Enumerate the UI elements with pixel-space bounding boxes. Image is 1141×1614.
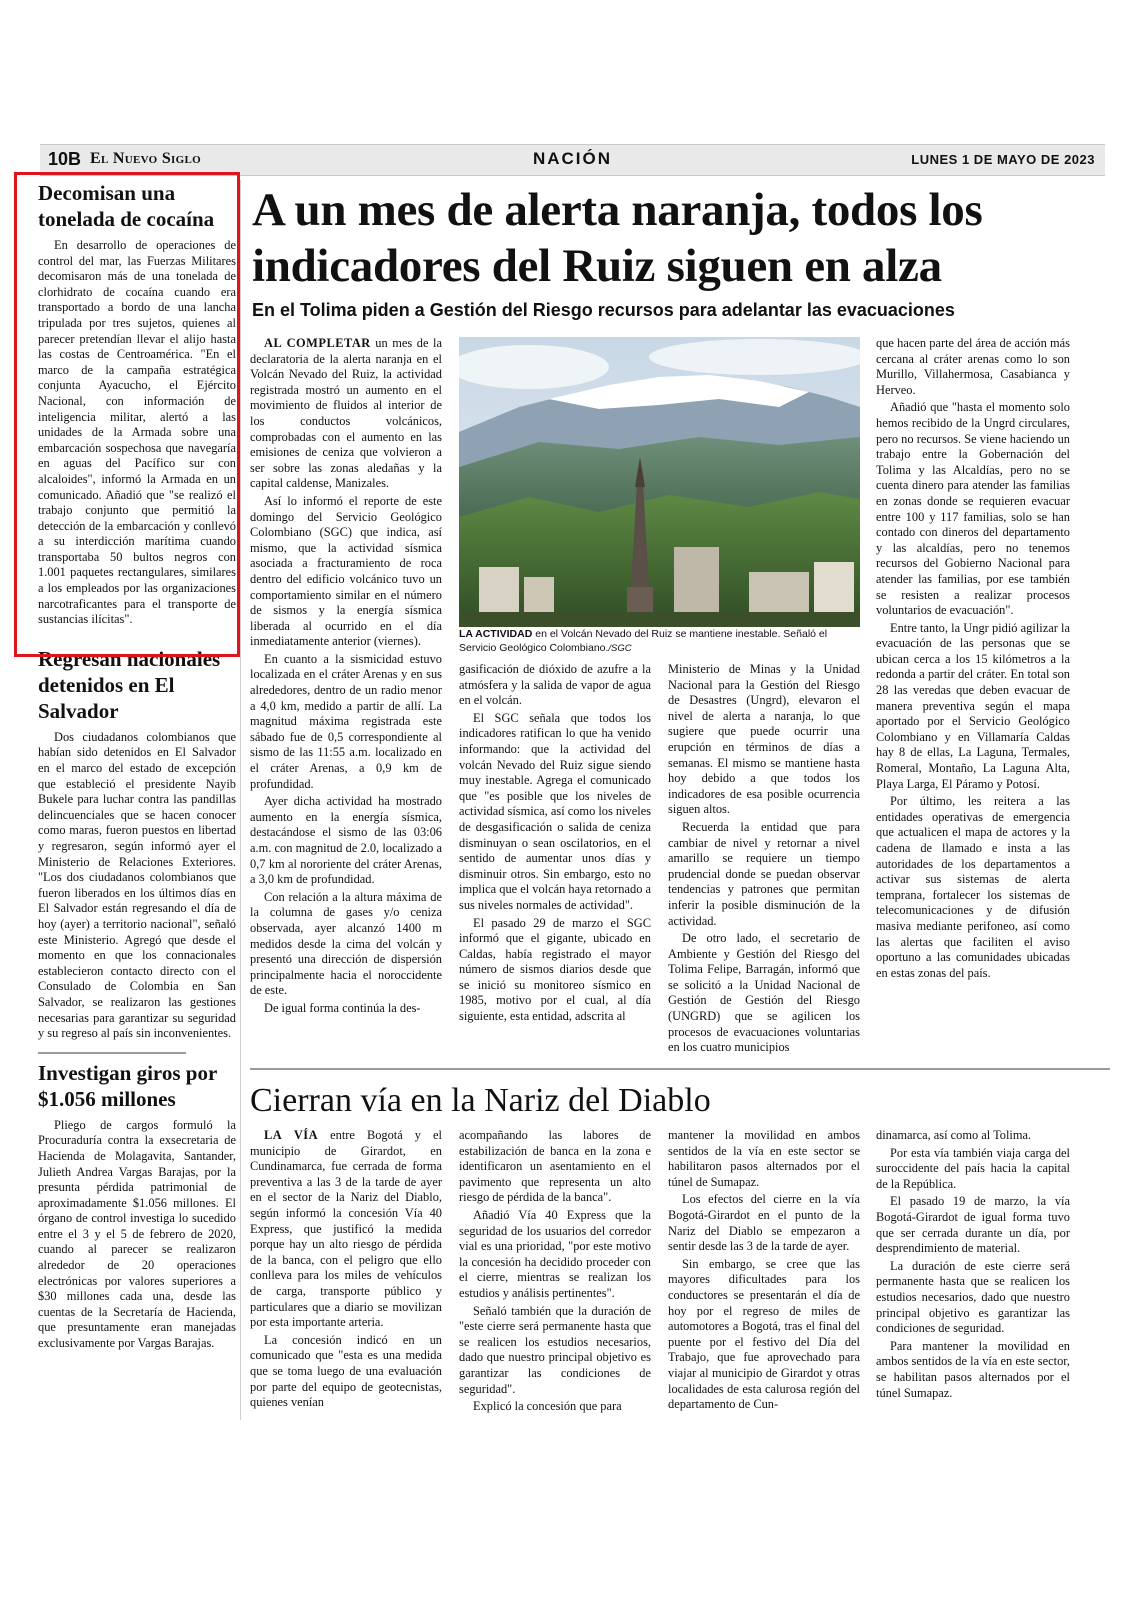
paragraph: Ministerio de Minas y la Unidad Nacional para la Gestión del Riesgo de Desastres (Ungrd), elevaron el nivel de alerta a naranja, lo que sugiere que puede ocurrir una erupción en términos de días a semanas. El mismo se mantiene hasta hoy debido a que todos los indicadores de esa posible ocurrencia siguen altos. xyxy=(668,662,860,817)
paragraph: Recuerda la entidad que para cambiar de nivel y retornar a nivel amarillo se requiere un tiempo prudencial donde se puedan observar tendencias y patrones que permitan inferir la posible disminución de la actividad. xyxy=(668,819,860,928)
brief-title: Investigan giros por $1.056 millones xyxy=(38,1060,217,1111)
paragraph: Los efectos del cierre en la vía Bogotá-Girardot en el punto de la Nariz del Diablo se empezaron a sentir desde las 3 de la tarde de ayer. xyxy=(668,1192,860,1254)
paragraph: Señaló también que la duración de "este cierre será permanente hasta que se realicen los estudios necesarios, dado que nuestro principal objetivo es garantizar las condiciones de seguridad". xyxy=(459,1303,651,1396)
paragraph: un mes de la declaratoria de la alerta naranja en el Volcán Nevado del Ruiz, la actividad registrada mostró un aumento en el movimiento de fluidos al interior de los conductos volcánicos, comprobadas con el aumento en las emisiones de ceniza que volvieron a ser sobre las zonas aledañas y la capital caldense, Manizales. xyxy=(250,336,442,491)
paragraph: Añadió Vía 40 Express que la seguridad de los usuarios del corredor vial es una prioridad, "por este motivo la concesión ha decidido proceder con el cierre, mientras se realizan los estudios y análisis pertinentes". xyxy=(459,1207,651,1300)
issue-date: LUNES 1 DE MAYO DE 2023 xyxy=(911,152,1095,167)
paragraph: Para mantener la movilidad en ambos sentidos de la vía en este sector, se habilitan pasos alternados por el túnel Sumapaz. xyxy=(876,1338,1070,1400)
paragraph: gasificación de dióxido de azufre a la atmósfera y la salida de vapor de agua en el volcán. xyxy=(459,662,651,708)
paragraph: Añadió que "hasta el momento solo hemos recibido de la Ungrd circulares, pero no recursos. Se viene haciendo un trabajo entre la Gobernación del Tolima y las Alcaldías, pero no se cuenta dinero para atender las familias en zonas donde se requieren evacuar entre 100 y 117 familias, solo se han contado con dineros del departamento y las alcaldías, pero no tenemos recursos del Gobierno Nacional para atender las familias, por ese también se resisten a realizar procesos voluntarios de evacuación". xyxy=(876,400,1070,618)
paragraph: Ayer dicha actividad ha mostrado aumento en la energía sísmica, destacándose el sismo de las 03:06 a.m. con magnitud de 2.0, localizado a 0,7 km al nororiente del cráter Arenas, a 3,0 km de profundidad. xyxy=(250,794,442,887)
brief-title: Regresan nacionales detenidos en El Salvador xyxy=(38,646,221,723)
paragraph: En cuanto a la sismicidad estuvo localizada en el cráter Arenas y en sus alrededores, dentro de un radio menor a 4,0 km, medido a partir de allí. La magnitud máxima registrada este sábado fue de 0,5 correspondiente al sismo de las 11:55 a.m. localizado en el cráter Arenas, a 0,9 km de profundidad. xyxy=(250,651,442,791)
paragraph: Con relación a la altura máxima de la columna de gases y/o ceniza observada, ayer alcanzó 1400 m medidos desde la cima del volcán y presentó una dirección de dispersión principalmente hacia el noroccidente de este. xyxy=(250,889,442,998)
brief-title: Decomisan una tonelada de cocaína xyxy=(38,181,215,231)
page-number: 10B xyxy=(48,149,82,169)
paragraph: Entre tanto, la Ungr pidió agilizar la evacuación de las personas que se ubican cerca a los 15 kilómetros a la redonda a partir del cráter. En total son 28 las veredas que deben evacuar de manera preventiva según el mapa aportado por el Servicio Geológico Colombiano y en Villamaría Caldas hay 8 de ellas, La Laguna, Termales, Romeral, Montaño, La Laguna Alta, Playa Larga, El Páramo y Potosí. xyxy=(876,620,1070,791)
brief-body: Pliego de cargos formuló la Procuraduría contra la exsecretaria de Hacienda de Molagavita, Santander, Julieth Andrea Vargas Barajas, por la presunta pérdida patrimonial de aproximadamente $1.056 millones. El órgano de control investiga lo sucedido entre el 3 y el 5 de febrero de 2020, cuando al parecer se realizaron alrededor de 20 operaciones electrónicas por valores superiores a $30 millones cada una, desde las cuentas de la Secretaría de Hacienda, que presuntamente eran manejadas exclusivamente por Vargas Barajas. xyxy=(38,1117,236,1351)
caption-text: en el Volcán Nevado del Ruiz se mantiene inestable. Señaló el Servicio Geológico Colombiano. xyxy=(459,628,828,654)
volcano-photo-illustration xyxy=(459,337,860,627)
highlight-box xyxy=(14,172,240,657)
brief-body: En desarrollo de operaciones de control del mar, las Fuerzas Militares decomisaron más de una tonelada de clorhidrato de cocaína cuando era transportado a bordo de una lancha tripulada por tres sujetos, quienes al parecer pretendían llevar el alijo hasta las costas de Centroamérica. "En el marco de la campaña estratégica conjunta Ayacucho, el Ejército Nacional, con información de inteligencia militar, alertó a las unidades de la Armada sobre una embarcación sospechosa que navegaría en aguas del Pacífico sur con alcaloides", informó la Armada en un comunicado. Añadió que "se realizó el trabajo conjunto que permitió la detección de la embarcación y conllevó a su interdicción marítima cuando transportaba 50 bultos negros con 1.001 paquetes rectangulares, similares a los empleados por las organizaciones narcotraficantes para el transporte de sustancias ilícitas". xyxy=(38,238,236,627)
photo-caption xyxy=(459,627,860,656)
paragraph: mantener la movilidad en ambos sentidos de la vía en este sector se habilitaron pasos alternados por el túnel de Sumapaz. xyxy=(668,1128,860,1189)
paragraph: Así lo informó el reporte de este domingo del Servicio Geológico Colombiano (SGC) que indica, así mismo, que la actividad sísmica asociada a fracturamiento de roca dentro del edificio volcánico tuvo un comportamiento similar en el número de sismos y la energía sísmica liberada al ocurrido en el día inmediatamente anterior (viernes). xyxy=(250,493,442,649)
paragraph: El SGC señala que todos los indicadores ratifican lo que ha venido informando: que la actividad del volcán Nevado del Ruiz sigue siendo muy inestable. Agrega el comunicado que "es posible que los niveles de actividad sísmica, así como los niveles de desgasificación o salida de ceniza disminuyan o sean oscilatorios, en el sentido de aumentar unos días y disminuir otros. Sin embargo, esto no implica que el volcán haya retornado a sus niveles normales de actividad". xyxy=(459,710,652,912)
column-divider xyxy=(240,180,241,1420)
paragraph: entre Bogotá y el municipio de Girardot, en Cundinamarca, fue cerrada de forma preventiva a las 3 de la tarde de ayer en el sector de la Nariz del Diablo, según informó la concesión Vía 40 Express, que justificó la medida porque hay un alto riesgo de pérdida de la banca, con el peligro que ello conlleva para los miles de vehículos de carga, transporte público y particulares que a diario se movilizan por esta importante arteria. xyxy=(250,1128,442,1330)
photo-credit: /SGC xyxy=(608,643,632,654)
paragraph: La concesión indicó en un comunicado que "esta es una medida que se toma luego de una evaluación por parte del equipo de geotecnistas, quienes venían xyxy=(250,1332,442,1410)
brief-el-salvador xyxy=(38,646,236,1042)
second-column-1 xyxy=(250,1128,442,1413)
lead-word: LA VÍA xyxy=(264,1128,319,1142)
second-column-4 xyxy=(876,1128,1070,1403)
paragraph: De otro lado, el secretario de Ambiente y Gestión del Riesgo del Tolima Felipe, Barragán, informó que se solicitó a la Unidad Nacional de Gestión de Gestión del Riesgo (UNGRD) que se agilicen los procesos de evacuaciones voluntarias en los cuatro municipios xyxy=(668,931,860,1055)
paragraph: Por último, les reitera a las entidades operativas de emergencia que actualicen el mapa de actores y la cadena de llamado e insta a las autoridades de los departamentos a activar sus sistemas de alerta temprana, fortalecer los sistemas de telecomunicaciones y de difusión masiva mediante perifoneo, así como las alertas que faciliten el aviso oportuno a las comunidades ubicadas en estas zonas del país. xyxy=(876,794,1070,980)
paragraph: El pasado 29 de marzo el SGC informó que el gigante, ubicado en Caldas, había registrado el mayor número de sismos diarios desde que se inició su monitoreo sísmico en 1985, motivo por el cual, al día siguiente, esta entidad, adscrita al xyxy=(459,915,651,1024)
main-column-3 xyxy=(668,662,860,1058)
paragraph: De igual forma continúa la des- xyxy=(264,1000,421,1015)
section-divider xyxy=(250,1068,1110,1070)
paragraph: acompañando las labores de estabilización de banca en la zona e identificaron un asentamiento en el pavimento que representa un alto riesgo de pérdida de la banca". xyxy=(459,1128,651,1205)
caption-lead: LA ACTIVIDAD xyxy=(459,628,533,640)
newspaper-name: El Nuevo Siglo xyxy=(90,150,201,167)
paragraph: Explicó la concesión que para xyxy=(473,1399,622,1414)
brief-divider xyxy=(38,1052,186,1054)
paragraph: Por esta vía también viaja carga del suroccidente del país hacia la capital de la República. xyxy=(876,1145,1070,1191)
paragraph: Sin embargo, se cree que las mayores dificultades para los conductores se presentarán el día de hoy por el regreso de miles de automotores a Bogotá, tras el final del puente por el festivo del Día del Trabajo, que fue aprovechado para viajar al municipio de Girardot y otras localidades de esta calurosa región del departamento de Cun- xyxy=(668,1256,860,1412)
second-headline: Cierran vía en la Nariz del Diablo xyxy=(250,1082,711,1119)
lead-word: AL COMPLETAR xyxy=(264,336,371,350)
paragraph: que hacen parte del área de acción más cercana al cráter arenas como lo son Murillo, Villahermosa, Casabianca y Herveo. xyxy=(876,336,1070,397)
volcano-photo xyxy=(459,337,860,627)
paragraph: La duración de este cierre será permanente hasta que se realicen los estudios necesarios, dado que nuestro principal objetivo es garantizar las condiciones de seguridad. xyxy=(876,1258,1070,1336)
paragraph: dinamarca, así como al Tolima. xyxy=(876,1128,1032,1142)
second-column-3 xyxy=(668,1128,860,1415)
brief-body: Dos ciudadanos colombianos que habían sido detenidos en El Salvador en el marco del estado de excepción que estableció el presidente Nayib Bukele para luchar contra las pandillas delincuenciales que se hacen conocer como maras, fueron puestos en libertad y regresaron, según informó ayer el Ministerio de Relaciones Exteriores. "Los dos ciudadanos colombianos que fueron liberados en los últimos días en El Salvador están regresando el día de hoy (ayer) a territorio nacional", señaló este Ministerio. Agregó que desde el momento en que los connacionales establecieron contacto directo con el Consulado de Colombia en San Salvador, se realizaron las gestiones necesarias para garantizar su seguridad y su regreso al país sin inconvenientes. xyxy=(38,729,236,1041)
second-column-2 xyxy=(459,1128,651,1417)
main-subhead: En el Tolima piden a Gestión del Riesgo recursos para adelantar las evacuaciones xyxy=(252,300,955,320)
main-headline: A un mes de alerta naranja, todos los indicadores del Ruiz siguen en alza xyxy=(252,184,983,292)
section-name: NACIÓN xyxy=(532,149,613,168)
brief-giros xyxy=(38,1060,236,1352)
main-column-4 xyxy=(876,336,1070,983)
main-column-2 xyxy=(459,662,651,1027)
main-column-1 xyxy=(250,336,442,1019)
paragraph: El pasado 19 de marzo, la vía Bogotá-Girardot de igual forma tuvo que ser cerrada durante un día, por desprendimiento de material. xyxy=(876,1194,1070,1256)
